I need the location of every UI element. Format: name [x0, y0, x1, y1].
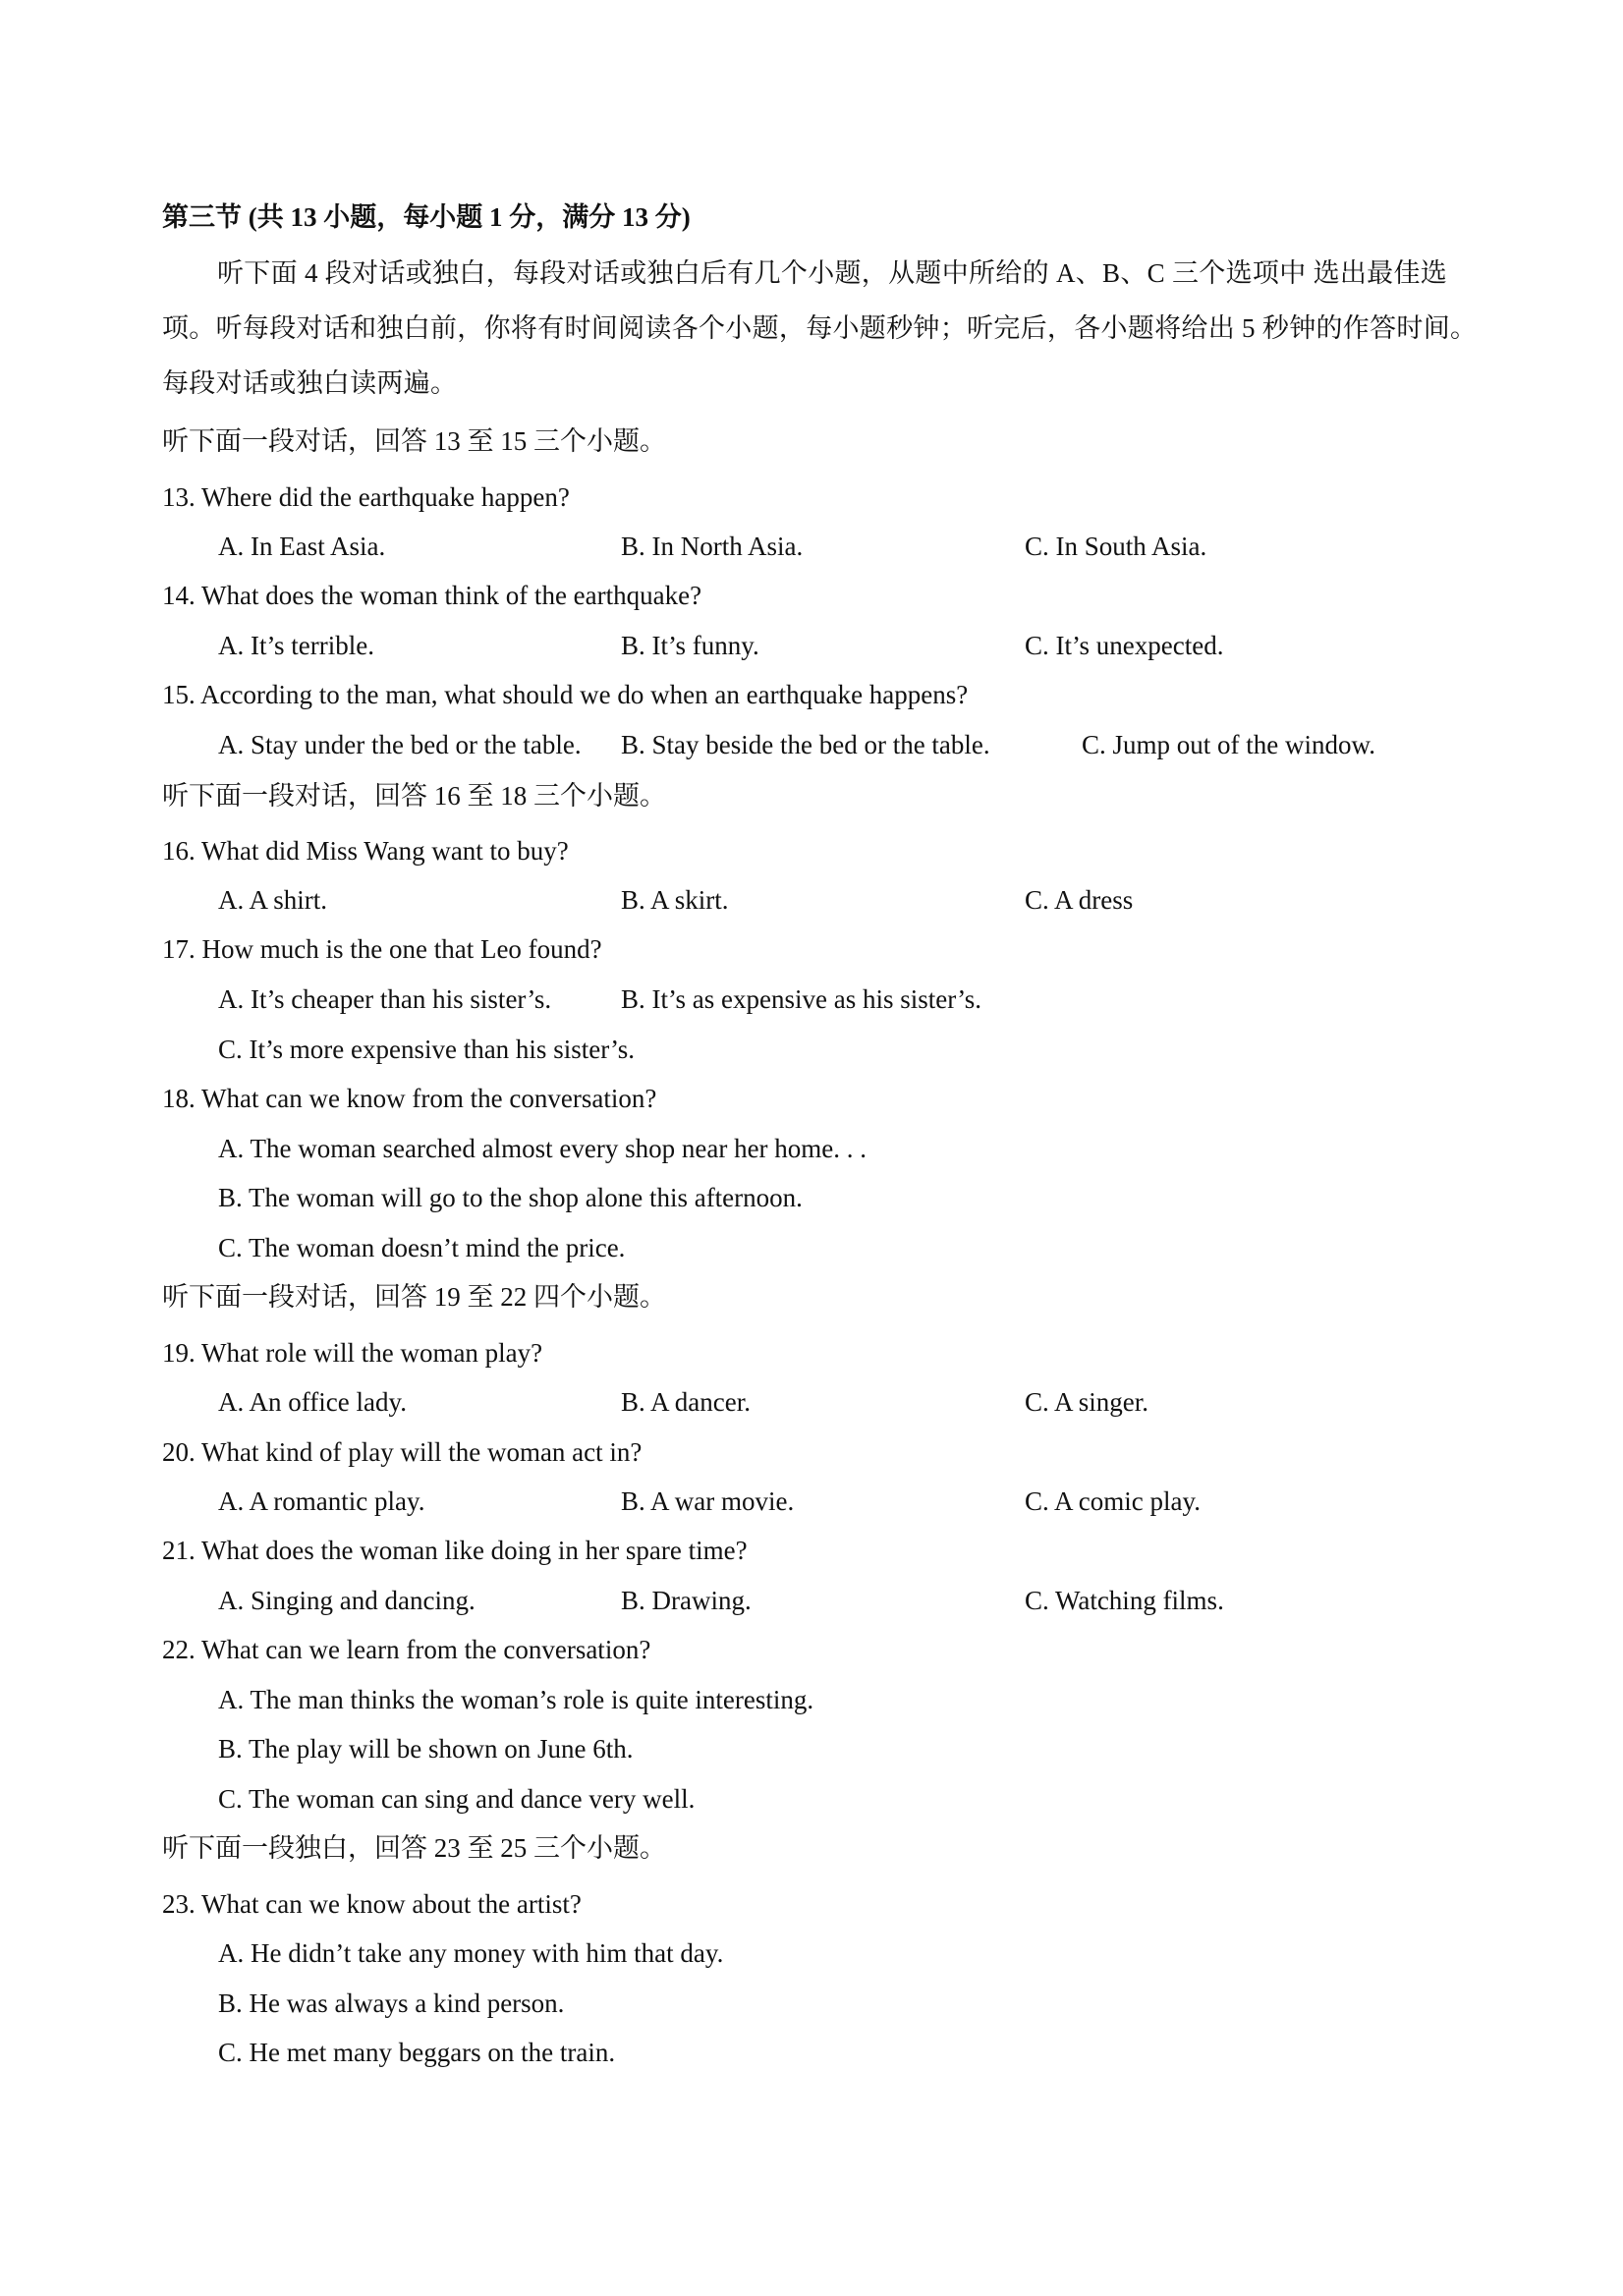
option-a: A. An office lady. [218, 1387, 407, 1417]
option-a: A. The woman searched almost every shop near her home. . . [218, 1134, 867, 1163]
option-c: C. A dress [1025, 885, 1134, 915]
group-intro: 听下面一段对话，回答 16 至 18 三个小题。 [162, 781, 666, 811]
option-c: C. Watching films. [1025, 1586, 1224, 1615]
question-stem: 17. How much is the one that Leo found? [162, 934, 602, 964]
question-stem: 21. What does the woman like doing in her spare time? [162, 1536, 748, 1565]
section-instructions: 听下面 4 段对话或独白，每段对话或独白后有几个小题，从题中所给的 A、B、C 三个选项中 选出最佳选项。听每段对话和独白前，你将有时间阅读各个小题，每小题秒钟；听完后，各小题将给出 5 秒钟的作答时间。每段对话或独白读两遍。 [162, 258, 1478, 398]
option-b: B. He was always a kind person. [218, 1988, 565, 2018]
question-stem: 13. Where did the earthquake happen? [162, 482, 570, 512]
option-b: B. A dancer. [621, 1387, 751, 1417]
section-heading: 第三节 (共 13 小题，每小题 1 分，满分 13 分) [162, 202, 691, 232]
question-stem: 19. What role will the woman play? [162, 1338, 543, 1368]
option-b: B. The woman will go to the shop alone this afternoon. [218, 1183, 803, 1212]
question-stem: 15. According to the man, what should we do when an earthquake happens? [162, 680, 969, 709]
option-a: A. It’s terrible. [218, 631, 374, 660]
option-b: B. In North Asia. [621, 532, 804, 561]
option-a: A. He didn’t take any money with him that day. [218, 1938, 724, 1968]
option-a: A. It’s cheaper than his sister’s. [218, 984, 552, 1014]
option-c: C. A singer. [1025, 1387, 1149, 1417]
question-stem: 20. What kind of play will the woman act in? [162, 1437, 643, 1467]
option-a: A. The man thinks the woman’s role is quite interesting. [218, 1685, 814, 1714]
option-c: C. The woman can sing and dance very well. [218, 1784, 696, 1814]
question-stem: 16. What did Miss Wang want to buy? [162, 836, 569, 866]
option-c: C. The woman doesn’t mind the price. [218, 1233, 626, 1262]
question-stem: 14. What does the woman think of the earthquake? [162, 581, 702, 610]
option-c: C. Jump out of the window. [1082, 730, 1375, 759]
option-b: B. Stay beside the bed or the table. [621, 730, 990, 759]
option-b: B. The play will be shown on June 6th. [218, 1734, 634, 1764]
option-b: B. It’s as expensive as his sister’s. [621, 984, 981, 1014]
option-a: A. Singing and dancing. [218, 1586, 476, 1615]
option-b: B. A war movie. [621, 1486, 795, 1516]
option-b: B. Drawing. [621, 1586, 752, 1615]
option-c: C. A comic play. [1025, 1486, 1201, 1516]
option-b: B. A skirt. [621, 885, 729, 915]
option-c: C. In South Asia. [1025, 532, 1207, 561]
option-b: B. It’s funny. [621, 631, 759, 660]
option-a: A. Stay under the bed or the table. [218, 730, 582, 759]
question-stem: 22. What can we learn from the conversation? [162, 1635, 651, 1664]
question-stem: 23. What can we know about the artist? [162, 1889, 582, 1919]
option-c: C. He met many beggars on the train. [218, 2038, 616, 2067]
option-a: A. In East Asia. [218, 532, 386, 561]
option-a: A. A romantic play. [218, 1486, 425, 1516]
group-intro: 听下面一段对话，回答 19 至 22 四个小题。 [162, 1282, 666, 1312]
question-stem: 18. What can we know from the conversation? [162, 1084, 657, 1113]
option-c: C. It’s more expensive than his sister’s. [218, 1035, 635, 1064]
option-c: C. It’s unexpected. [1025, 631, 1224, 660]
group-intro: 听下面一段独白，回答 23 至 25 三个小题。 [162, 1833, 666, 1863]
group-intro: 听下面一段对话，回答 13 至 15 三个小题。 [162, 426, 666, 456]
option-a: A. A shirt. [218, 885, 328, 915]
